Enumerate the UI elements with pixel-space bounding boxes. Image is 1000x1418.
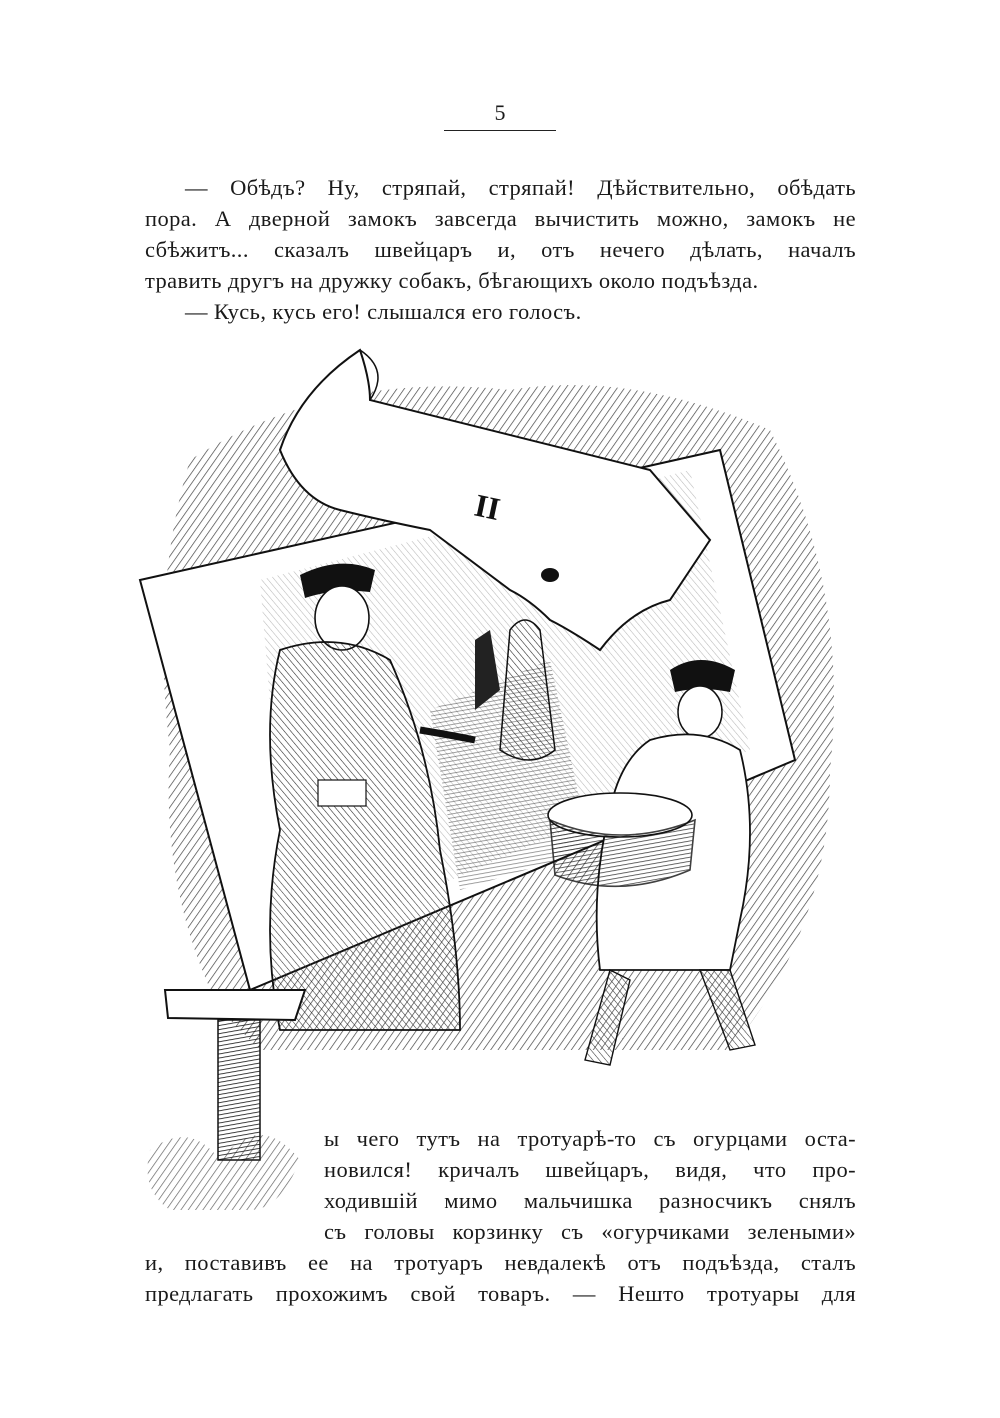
text-line: и, поставивъ ее на тротуаръ невдалекѣ отъ подъѣзда, сталъ [145, 1250, 856, 1275]
paragraph-dinner [145, 172, 856, 296]
text-line: пора. А дверной замокъ завсегда вычистить можно, замокъ не [145, 206, 856, 231]
text-line: предлагать прохожимъ свой товаръ. — Нешто тротуары для [145, 1281, 856, 1306]
paragraph-doorman-shout [324, 1123, 856, 1247]
text-line: сбѣжитъ... сказалъ швейцаръ и, отъ нечего дѣлать, началъ [145, 237, 856, 262]
text-line: ходившій мимо мальчишка разносчикъ снялъ [324, 1188, 856, 1213]
text-line: новился! кричалъ швейцаръ, видя, что про- [324, 1157, 856, 1182]
text-line: — Кусь, кусь его! слышался его голосъ. [185, 299, 582, 324]
page-number: 5 [494, 100, 506, 125]
text-line: съ головы корзинку съ «огурчиками зелеными» [324, 1219, 856, 1244]
chapter-illustration [130, 330, 870, 1230]
paragraph-peddler [145, 1247, 856, 1309]
page-number-rule [444, 130, 556, 131]
text-line: травить другъ на дружку собакъ, бѣгающихъ около подъѣзда. [145, 268, 759, 293]
text-line: — Обѣдъ? Ну, стряпай, стряпай! Дѣйствительно, обѣдать [185, 175, 856, 200]
text-line: ы чего тутъ на тротуарѣ-то съ огурцами оста- [324, 1126, 856, 1151]
chapter-numeral: II [471, 486, 504, 528]
paragraph-kus [145, 296, 856, 327]
